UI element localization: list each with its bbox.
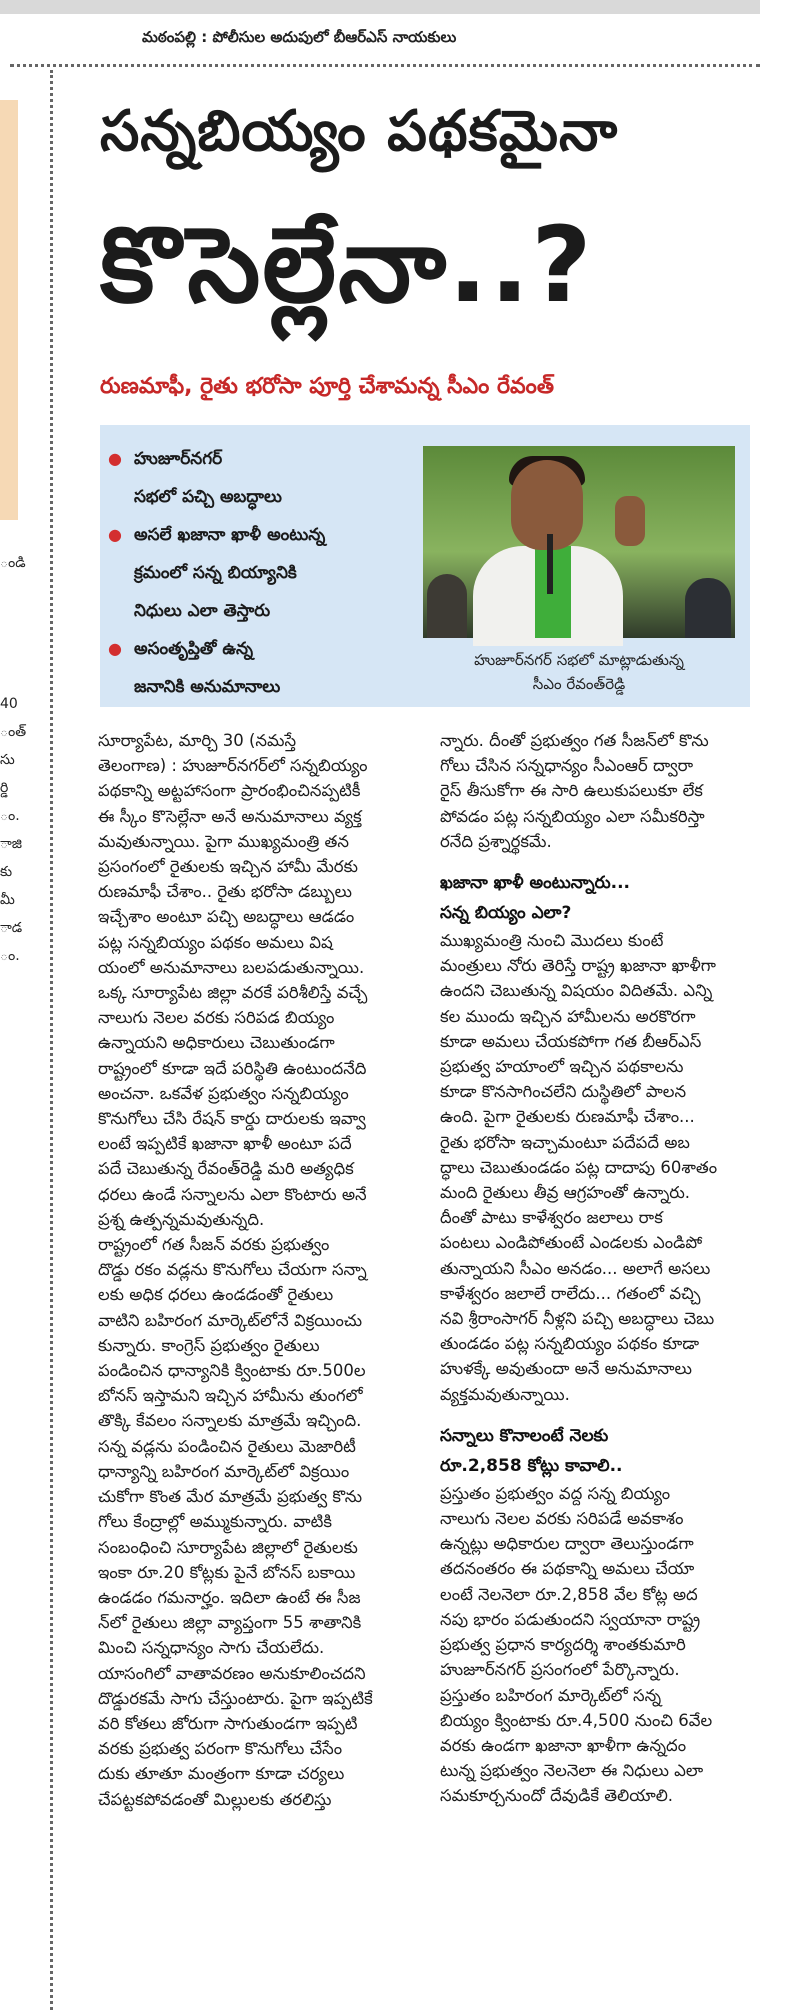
article-line: రైతు భరోసా ఇచ్చామంటూ పదేపదే అబ	[440, 1132, 690, 1152]
subheadline: రుణమాఫీ, రైతు భరోసా పూర్తి చేశామన్న సీఎం రేవంత్	[100, 374, 554, 399]
article-line: పదే చెబుతున్న రేవంత్‌రెడ్డి మరి అత్యధిక	[98, 1159, 354, 1179]
article-line: ప్రభుత్వ ప్రధాన కార్యదర్శి శాంతకుమారి	[440, 1635, 686, 1655]
article-line: పోవడం పట్ల సన్నబియ్యం ఎలా సమీకరిస్తా	[440, 806, 705, 826]
bullet-dot-icon: ●	[108, 639, 122, 658]
article-line: ద్ధాలు చెబుతుండడం పట్ల దాదాపు 60శాతం	[440, 1157, 718, 1177]
article-line: గోలు చేసిన సన్నధాన్యం సీఎంఆర్ ద్వారా	[440, 756, 694, 776]
cm-speech-photo	[423, 446, 735, 638]
article-line: చుకోగా కొంత మేర మాత్రమే ప్రభుత్వ కొను	[98, 1487, 363, 1507]
article-line: వాటిని బహిరంగ మార్కెట్‌లోనే విక్రయించు	[98, 1310, 363, 1330]
article-line: రైస్ తీసుకోగా ఈ సారి ఉలుకుపలుకూ లేక	[440, 781, 703, 801]
left-fragment: ం.	[0, 808, 20, 824]
article-line: దీంతో పాటు కాళేశ్వరం జలాలు రాక	[440, 1208, 663, 1228]
highlight-text: హుజూర్‌నగర్	[134, 449, 223, 469]
highlight-text: క్రమంలో సన్న బియ్యానికి	[134, 563, 297, 583]
article-line: హుళక్కే అవుతుందా అనే అనుమానాలు	[440, 1359, 692, 1379]
article-line: సంబంధించి సూర్యాపేట జిల్లాలో రైతులకు	[98, 1537, 358, 1557]
article-line: మంది రైతులు తీవ్ర ఆగ్రహంతో ఉన్నారు.	[440, 1183, 691, 1203]
article-line: కల ముందు ఇచ్చిన హామీలను అరకొరగా	[440, 1006, 696, 1026]
article-line: లంటే ఇప్పటికే ఖజానా ఖాళీ అంటూ పదే	[98, 1134, 352, 1154]
article-line: అంచనా. ఒకవేళ ప్రభుత్వం సన్నబియ్యం	[98, 1083, 349, 1103]
section-heading: ఖజానా ఖాళీ అంటున్నారు...	[440, 873, 631, 894]
article-line: నపు భారం పడుతుందని స్వయానా రాష్ట్ర	[440, 1609, 701, 1629]
article-line: ఉన్నట్లు అధికారుల ద్వారా తెలుస్తుండగా	[440, 1534, 694, 1554]
highlight-text: నిధులు ఎలా తెస్తారు	[134, 601, 271, 621]
article-line: న్నారు. దీంతో ప్రభుత్వం గత సీజన్‌లో కొను	[440, 731, 709, 750]
highlights-list	[108, 440, 418, 706]
article-line: ఉంది. పైగా రైతులకు రుణమాఫీ చేశాం...	[440, 1107, 695, 1127]
adjacent-article-box	[0, 100, 18, 520]
article-line: న్‌లో రైతులు జిల్లా వ్యాప్తంగా 55 శాతానికి	[98, 1613, 362, 1633]
article-line: వరకు ప్రభుత్వ పరంగా కొనుగోలు చేసేం	[98, 1739, 343, 1759]
article-line: యాసంగిలో వాతావరణం అనుకూలించదని	[98, 1663, 366, 1683]
article-line: నాలుగు నెలల వరకు సరిపడే అవకాశం	[440, 1509, 684, 1529]
article-line: మంత్రులు నోరు తెరిస్తే రాష్ట్ర ఖజానా ఖాళీగా	[440, 956, 716, 976]
article-line: తున్నాయని సీఎం అనడం... అలాగే అసలు	[440, 1258, 711, 1278]
left-fragment: కు	[0, 864, 13, 880]
article-line: సమకూర్చనుందో దేవుడికే తెలియాలి.	[440, 1786, 674, 1806]
article-line: సన్న వడ్లను పండించిన రైతులు మెజారిటీ	[98, 1436, 356, 1456]
article-line: మించి సన్నధాన్యం సాగు చేయలేదు.	[98, 1638, 325, 1658]
article-line: దొడ్డురకమే సాగు చేస్తుంటారు. పైగా ఇప్పటికే	[98, 1688, 373, 1708]
left-fragment: ంత్	[0, 724, 27, 740]
article-line: బియ్యం క్వింటాకు రూ.4,500 నుంచి 6వేల	[440, 1710, 713, 1730]
highlight-item	[108, 668, 418, 706]
section-heading: సన్న బియ్యం ఎలా?	[440, 903, 572, 924]
article-line: లకు అధిక ధరలు ఉండడంతో రైతులు	[98, 1285, 334, 1305]
article-line: తొక్కి కేవలం సన్నాలకు మాత్రమే ఇచ్చింది.	[98, 1411, 362, 1431]
article-line: ఉండడం గమనార్హం. ఇదిలా ఉంటే ఈ సీజ	[98, 1587, 361, 1607]
left-fragment: ం.	[0, 948, 20, 964]
photo-caption-line: సీఎం రేవంత్‌రెడ్డి	[532, 675, 626, 693]
column-divider	[50, 70, 53, 2010]
article-line: నాలుగు నెలల వరకు సరిపడ బియ్యం	[98, 1008, 335, 1028]
section-heading: రూ.2,858 కోట్లు కావాలి..	[440, 1455, 623, 1476]
article-line: ఇచ్చేశాం అంటూ పచ్చి అబద్ధాలు ఆడడం	[98, 907, 355, 927]
article-line: పంటలు ఎండిపోతుంటే ఎండలకు ఎండిపో	[440, 1233, 703, 1253]
article-line: రాష్ట్రంలో గత సీజన్ వరకు ప్రభుత్వం	[98, 1235, 330, 1255]
top-image-strip	[0, 0, 760, 14]
article-line: ఉన్నాయని అధికారులు చెబుతుండగా	[98, 1033, 335, 1053]
article-line: కూడా అమలు చేయకపోగా గత బీఆర్ఎస్	[440, 1031, 702, 1051]
left-column-fragments	[0, 690, 27, 970]
bullet-dot-icon: ●	[108, 525, 122, 544]
photo-caption-line: హుజూర్‌నగర్ సభలో మాట్లాడుతున్న	[474, 651, 684, 669]
highlight-item	[108, 554, 418, 592]
article-line: తెలంగాణ) : హుజూర్‌నగర్‌లో సన్నబియ్యం	[98, 756, 368, 776]
article-line: ఒక్క సూర్యాపేట జిల్లా వరకే పరిశీలిస్తే వచ్చే	[98, 983, 368, 1003]
article-line: కున్నారు. కాంగ్రెస్ ప్రభుత్వం రైతులు	[98, 1335, 320, 1355]
article-line: లంటే నెలనెలా రూ.2,858 వేల కోట్ల అద	[440, 1584, 698, 1604]
article-line: టున్న ప్రభుత్వం నెలనెలా ఈ నిధులు ఎలా	[440, 1761, 704, 1781]
left-fragment: ర్డి	[0, 780, 9, 796]
article-line: సూర్యాపేట, మార్చి 30 (నమస్తే	[98, 731, 297, 750]
article-line: ప్రశ్న ఉత్పన్నమవుతున్నది.	[98, 1209, 265, 1229]
article-line: మవుతున్నాయి. పైగా ముఖ్యమంత్రి తన	[98, 831, 349, 851]
article-line: కొనుగోలు చేసి రేషన్ కార్డు దారులకు ఇవ్వా	[98, 1109, 366, 1129]
article-line: ఈ స్కీం కొసెల్లేనా అనే అనుమానాలు వ్యక్త	[98, 806, 362, 826]
article-line: నవి శ్రీరాంసాగర్ నీళ్లని పచ్చి అబద్ధాలు చెబు	[440, 1309, 715, 1329]
article-line: ప్రస్తుతం బహిరంగ మార్కెట్‌లో సన్న	[440, 1685, 662, 1705]
article-line: ధరలు ఉండే సన్నాలను ఎలా కొంటారు అనే	[98, 1184, 367, 1204]
left-fragment: ాజి	[0, 836, 22, 852]
left-fragment: సు	[0, 752, 15, 768]
article-line: ప్రభుత్వ హయాంలో ఇచ్చిన పథకాలను	[440, 1057, 684, 1077]
article-line: కూడా కొనసాగించలేని దుస్థితిలో పాలన	[440, 1082, 687, 1102]
article-line: చేపట్టకపోవడంతో మిల్లులకు తరలిస్తు	[98, 1789, 332, 1809]
article-line: తుండడం పట్ల సన్నబియ్యం పథకం కూడా	[440, 1334, 700, 1354]
headline-line1: సన్నబియ్యం పథకమైనా	[100, 99, 619, 164]
article-line: ఇంకా రూ.20 కోట్లకు పైనే బోనస్ బకాయి	[98, 1562, 356, 1582]
article-line: ధాన్యాన్ని బహిరంగ మార్కెట్‌లో విక్రయిం	[98, 1461, 350, 1481]
section-heading: సన్నాలు కొనాలంటే నెలకు	[440, 1425, 609, 1446]
left-fragment: ాడ	[0, 920, 23, 936]
highlight-text: అసలే ఖజానా ఖాళీ అంటున్న	[134, 525, 326, 545]
article-column-left	[98, 728, 428, 1812]
highlight-item	[108, 592, 418, 630]
highlight-text: అసంతృప్తితో ఉన్న	[134, 639, 253, 659]
article-line: గోలు కేంద్రాల్లో అమ్ముకున్నారు. వాటికి	[98, 1512, 332, 1532]
article-line: వరి కోతలు జోరుగా సాగుతుండగా ఇప్పటి	[98, 1713, 358, 1733]
horizontal-divider	[10, 64, 760, 67]
left-fragment: 40	[0, 696, 18, 712]
highlight-item	[108, 478, 418, 516]
article-line: రుణమాఫీ చేశాం.. రైతు భరోసా డబ్బులు	[98, 882, 352, 902]
article-line: ముఖ్యమంత్రి నుంచి మొదలు కుంటే	[440, 931, 664, 951]
article-column-right	[440, 728, 758, 1809]
photo-caption	[423, 648, 735, 696]
article-line: పట్ల సన్నబియ్యం పథకం అమలు విష	[98, 932, 333, 952]
article-line: బోనస్ ఇస్తామని ఇచ్చిన హామీను తుంగలో	[98, 1386, 363, 1406]
highlight-item	[108, 516, 418, 554]
article-line: రాష్ట్రంలో కూడా ఇదే పరిస్థితి ఉంటుందనేది	[98, 1058, 367, 1078]
bullet-dot-icon: ●	[108, 449, 122, 468]
left-fragment: మీ	[0, 892, 15, 908]
article-line: హుజూర్‌నగర్ ప్రసంగంలో పేర్కొన్నారు.	[440, 1660, 680, 1680]
left-column-fragment: ండి	[0, 555, 26, 571]
article-line: కాళేశ్వరం జలాలే రాలేదు... గతంలో వచ్చి	[440, 1283, 701, 1303]
article-line: యంలో అనుమానాలు బలపడుతున్నాయి.	[98, 957, 365, 977]
highlight-text: జనానికి అనుమానాలు	[134, 677, 281, 697]
highlight-text: సభలో పచ్చి అబద్ధాలు	[134, 487, 282, 507]
headline-line2: కొసెల్లేనా..?	[100, 204, 594, 326]
article-line: దొడ్డు రకం వడ్లను కొనుగోలు చేయగా సన్నా	[98, 1260, 367, 1280]
article-line: ప్రసంగంలో రైతులకు ఇచ్చిన హామీ మేరకు	[98, 857, 358, 877]
article-line: రనేది ప్రశ్నార్థకమే.	[440, 831, 552, 851]
article-line: తదనంతరం ఈ పథకాన్ని అమలు చేయా	[440, 1559, 695, 1579]
article-line: ప్రస్తుతం ప్రభుత్వం వద్ద సన్న బియ్యం	[440, 1483, 671, 1503]
highlight-item	[108, 440, 418, 478]
article-line: వ్యక్తమవుతున్నాయి.	[440, 1384, 570, 1404]
top-photo-caption: మఠంపల్లి : పోలీసుల అదుపులో బీఆర్ఎస్ నాయకులు	[142, 28, 457, 46]
article-line: ఉందని చెబుతున్న విషయం విదితమే. ఎన్ని	[440, 981, 713, 1001]
article-line: దుకు తూతూ మంత్రంగా కూడా చర్యలు	[98, 1764, 345, 1784]
article-line: పండించిన ధాన్యానికి క్వింటాకు రూ.500ల	[98, 1361, 366, 1381]
article-line: వరకు ఉండగా ఖజానా ఖాళీగా ఉన్నదం	[440, 1735, 687, 1755]
article-line: పథకాన్ని అట్టహాసంగా ప్రారంభించినప్పటికీ	[98, 781, 361, 801]
highlight-item	[108, 630, 418, 668]
